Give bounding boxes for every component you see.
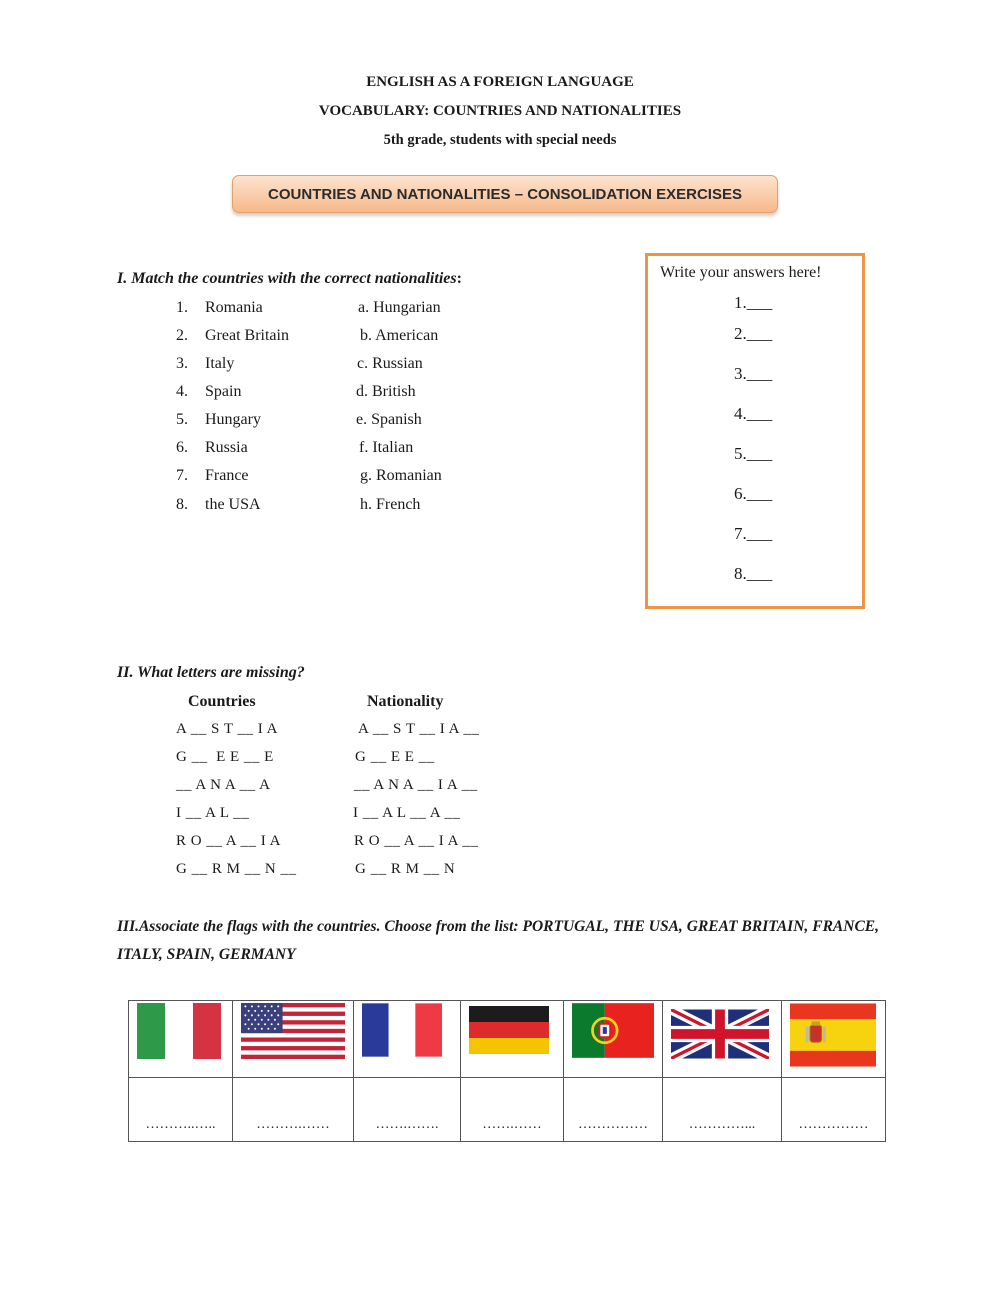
match-nationality: b. American [360, 327, 439, 344]
match-country: the USA [205, 496, 261, 513]
answer-blank-dots: …………… [578, 1117, 648, 1132]
banner-text: COUNTRIES AND NATIONALITIES – CONSOLIDATION EXERCISES [268, 185, 742, 203]
match-num: 5. [176, 411, 188, 428]
match-nationality: g. Romanian [360, 467, 442, 484]
flag-cell [663, 1001, 782, 1078]
missing-country: R O __ A __ I A [176, 833, 282, 849]
flag-cell [461, 1001, 564, 1078]
blank-row [129, 1078, 886, 1142]
answer-line-2[interactable]: 2.___ [734, 324, 773, 343]
missing-nationality: I __ A L __ A __ [353, 805, 461, 821]
match-country: Spain [205, 383, 242, 400]
missing-country: G __ R M __ N __ [176, 861, 297, 877]
match-country: Italy [205, 355, 235, 372]
missing-nationality: __ A N A __ I A __ [354, 777, 478, 793]
answer-blank[interactable] [129, 1078, 233, 1142]
answer-line-8[interactable]: 8.___ [734, 564, 773, 583]
flags-table [128, 1000, 886, 1142]
match-nationality: e. Spanish [356, 411, 422, 428]
match-country: France [205, 467, 249, 484]
match-num: 4. [176, 383, 188, 400]
answer-box-title: Write your answers here! [660, 264, 822, 281]
answer-blank-dots: …………... [688, 1117, 756, 1132]
flag-cell [129, 1001, 233, 1078]
answer-line-1[interactable]: 1.___ [734, 293, 773, 312]
flag-row [129, 1001, 886, 1078]
answer-blank[interactable] [564, 1078, 663, 1142]
answer-blank-dots: …………… [798, 1117, 869, 1132]
answer-blank[interactable] [461, 1078, 564, 1142]
worksheet-subject: ENGLISH AS A FOREIGN LANGUAGE [366, 74, 634, 90]
missing-country: A __ S T __ I A [176, 721, 278, 737]
answer-blank-dots: …….…… [482, 1117, 542, 1132]
answer-box[interactable] [645, 253, 865, 609]
missing-nationality: G __ R M __ N [355, 861, 456, 877]
answer-blank-dots: …….……. [375, 1117, 439, 1132]
answer-blank[interactable] [782, 1078, 886, 1142]
exercise-banner [232, 175, 778, 213]
answer-line-7[interactable]: 7.___ [734, 524, 773, 543]
answer-blank-dots: ………..….. [145, 1117, 216, 1132]
france-flag-icon [362, 1003, 442, 1057]
missing-nationality: A __ S T __ I A __ [358, 721, 480, 737]
section3-title: III.Associate the flags with the countries. Choose from the list: PORTUGAL, THE USA, GREAT BRITAIN, FRANCE, ITALY, SPAIN, GERMANY [117, 918, 879, 963]
italy-flag-icon [137, 1003, 221, 1059]
flag-cell [782, 1001, 886, 1078]
answer-line-3[interactable]: 3.___ [734, 364, 773, 383]
portugal-flag-icon [572, 1003, 654, 1058]
answer-line-5[interactable]: 5.___ [734, 444, 773, 463]
match-nationality: c. Russian [357, 355, 423, 372]
match-num: 6. [176, 439, 188, 456]
flag-cell [354, 1001, 461, 1078]
flag-cell [564, 1001, 663, 1078]
match-num: 7. [176, 467, 188, 484]
missing-nationality: G __ E E __ [355, 749, 435, 765]
match-nationality: a. Hungarian [358, 299, 441, 316]
section1-title-text: I. Match the countries with the correct nationalities [117, 270, 457, 287]
germany-flag-icon [469, 1005, 549, 1055]
missing-country: I __ A L __ [176, 805, 250, 821]
worksheet-topic: VOCABULARY: COUNTRIES AND NATIONALITIES [318, 103, 682, 119]
match-nationality: h. French [360, 496, 421, 513]
match-num: 8. [176, 496, 188, 513]
match-num: 3. [176, 355, 188, 372]
spain-flag-icon [790, 1003, 876, 1067]
missing-country: G __ E E __ E [176, 749, 274, 765]
answer-blank[interactable] [663, 1078, 782, 1142]
match-country: Great Britain [205, 327, 289, 344]
answer-blank-dots: ……….…… [256, 1117, 330, 1132]
match-country: Romania [205, 299, 263, 316]
answer-line-6[interactable]: 6.___ [734, 484, 773, 503]
flag-cell [233, 1001, 354, 1078]
section1-title-colon: : [456, 270, 462, 287]
match-nationality: f. Italian [359, 439, 414, 456]
match-country: Hungary [205, 411, 261, 428]
match-num: 2. [176, 327, 188, 344]
match-nationality: d. British [356, 383, 416, 400]
uk-flag-icon [671, 1009, 769, 1059]
missing-nationality: R O __ A __ I A __ [354, 833, 479, 849]
worksheet-audience: 5th grade, students with special needs [383, 132, 617, 148]
section2-title: II. What letters are missing? [117, 664, 305, 681]
answer-blank[interactable] [354, 1078, 461, 1142]
usa-flag-icon [241, 1003, 345, 1059]
section1-title [117, 270, 462, 288]
match-country: Russia [205, 439, 248, 456]
missing-country: __ A N A __ A [176, 777, 271, 793]
answer-blank[interactable] [233, 1078, 354, 1142]
column-header-nationality: Nationality [367, 693, 444, 710]
column-header-countries: Countries [188, 693, 256, 710]
answer-line-4[interactable]: 4.___ [734, 404, 773, 423]
match-num: 1. [176, 299, 188, 316]
